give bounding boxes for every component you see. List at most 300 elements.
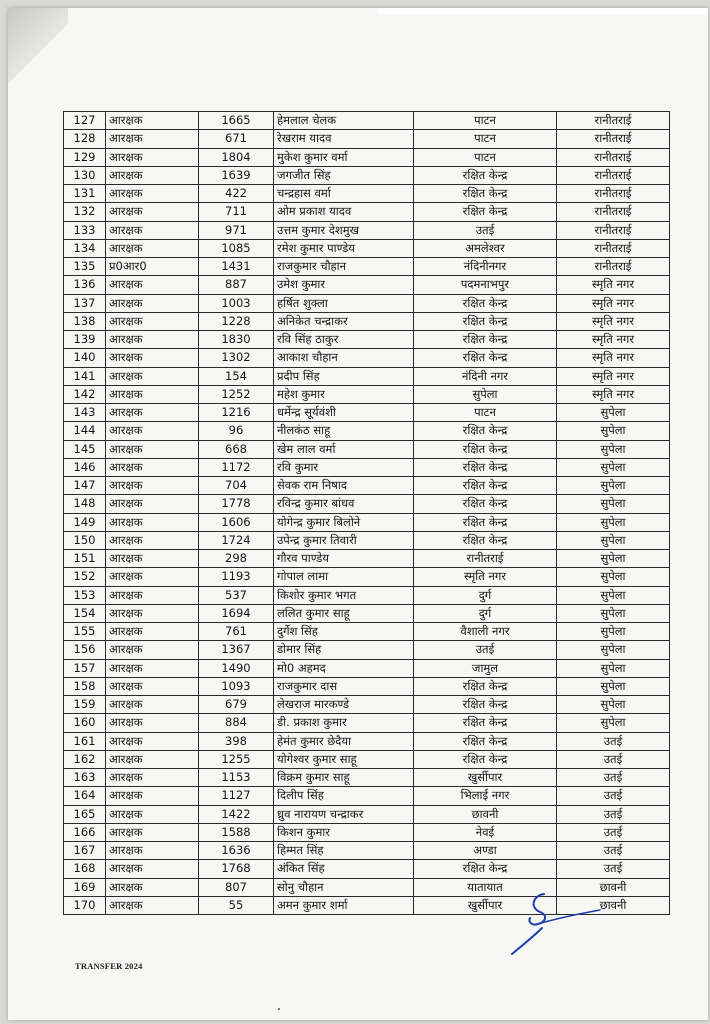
rank-cell: आरक्षक bbox=[106, 604, 199, 622]
table-row bbox=[64, 404, 670, 422]
page-fold bbox=[8, 8, 68, 98]
table-row bbox=[64, 112, 670, 130]
badge-number-cell: 1193 bbox=[199, 568, 274, 586]
serial-number-cell: 165 bbox=[64, 805, 106, 823]
to-location-cell: स्मृति नगर bbox=[557, 312, 670, 330]
employee-name-cell: योगेश्वर कुमार साहू bbox=[274, 750, 414, 768]
table-row bbox=[64, 823, 670, 841]
rank-cell: आरक्षक bbox=[106, 422, 199, 440]
to-location-cell: सुपेला bbox=[557, 404, 670, 422]
serial-number-cell: 142 bbox=[64, 385, 106, 403]
from-location-cell: खुर्सीपार bbox=[414, 896, 557, 914]
to-location-cell: स्मृति नगर bbox=[557, 367, 670, 385]
rank-cell: आरक्षक bbox=[106, 677, 199, 695]
rank-cell: आरक्षक bbox=[106, 531, 199, 549]
transfer-table-body bbox=[64, 112, 670, 915]
employee-name-cell: हर्षित शुक्ला bbox=[274, 294, 414, 312]
from-location-cell: रक्षित केन्द्र bbox=[414, 513, 557, 531]
rank-cell: आरक्षक bbox=[106, 477, 199, 495]
from-location-cell: छावनी bbox=[414, 805, 557, 823]
serial-number-cell: 147 bbox=[64, 477, 106, 495]
serial-number-cell: 141 bbox=[64, 367, 106, 385]
serial-number-cell: 145 bbox=[64, 440, 106, 458]
badge-number-cell: 711 bbox=[199, 203, 274, 221]
employee-name-cell: विक्रम कुमार साहू bbox=[274, 769, 414, 787]
serial-number-cell: 153 bbox=[64, 586, 106, 604]
employee-name-cell: आकाश चौहान bbox=[274, 349, 414, 367]
serial-number-cell: 151 bbox=[64, 550, 106, 568]
to-location-cell: उतई bbox=[557, 750, 670, 768]
from-location-cell: रक्षित केन्द्र bbox=[414, 440, 557, 458]
from-location-cell: सुपेला bbox=[414, 385, 557, 403]
to-location-cell: सुपेला bbox=[557, 659, 670, 677]
badge-number-cell: 1153 bbox=[199, 769, 274, 787]
from-location-cell: पाटन bbox=[414, 130, 557, 148]
employee-name-cell: सेवक राम निषाद bbox=[274, 477, 414, 495]
badge-number-cell: 1216 bbox=[199, 404, 274, 422]
from-location-cell: वैशाली नगर bbox=[414, 623, 557, 641]
employee-name-cell: गोपाल लामा bbox=[274, 568, 414, 586]
to-location-cell: सुपेला bbox=[557, 677, 670, 695]
employee-name-cell: राजकुमार दास bbox=[274, 677, 414, 695]
to-location-cell: रानीतराई bbox=[557, 258, 670, 276]
rank-cell: आरक्षक bbox=[106, 568, 199, 586]
employee-name-cell: रेखराम यादव bbox=[274, 130, 414, 148]
serial-number-cell: 146 bbox=[64, 458, 106, 476]
from-location-cell: रक्षित केन्द्र bbox=[414, 312, 557, 330]
from-location-cell: जामुल bbox=[414, 659, 557, 677]
rank-cell: आरक्षक bbox=[106, 166, 199, 184]
to-location-cell: उतई bbox=[557, 805, 670, 823]
rank-cell: आरक्षक bbox=[106, 787, 199, 805]
table-row bbox=[64, 367, 670, 385]
badge-number-cell: 55 bbox=[199, 896, 274, 914]
rank-cell: आरक्षक bbox=[106, 860, 199, 878]
rank-cell: आरक्षक bbox=[106, 458, 199, 476]
serial-number-cell: 128 bbox=[64, 130, 106, 148]
to-location-cell: रानीतराई bbox=[557, 148, 670, 166]
to-location-cell: सुपेला bbox=[557, 714, 670, 732]
from-location-cell: पाटन bbox=[414, 148, 557, 166]
rank-cell: आरक्षक bbox=[106, 641, 199, 659]
badge-number-cell: 1422 bbox=[199, 805, 274, 823]
table-row bbox=[64, 604, 670, 622]
rank-cell: आरक्षक bbox=[106, 696, 199, 714]
table-row bbox=[64, 769, 670, 787]
badge-number-cell: 1665 bbox=[199, 112, 274, 130]
from-location-cell: पदमनाभपुर bbox=[414, 276, 557, 294]
serial-number-cell: 162 bbox=[64, 750, 106, 768]
serial-number-cell: 161 bbox=[64, 732, 106, 750]
employee-name-cell: रविन्द्र कुमार बांधव bbox=[274, 495, 414, 513]
badge-number-cell: 1804 bbox=[199, 148, 274, 166]
page-top-strip bbox=[378, 8, 708, 14]
table-row bbox=[64, 148, 670, 166]
table-row bbox=[64, 349, 670, 367]
from-location-cell: यातायात bbox=[414, 878, 557, 896]
serial-number-cell: 154 bbox=[64, 604, 106, 622]
from-location-cell: अमलेश्वर bbox=[414, 239, 557, 257]
table-row bbox=[64, 130, 670, 148]
to-location-cell: रानीतराई bbox=[557, 239, 670, 257]
from-location-cell: रक्षित केन्द्र bbox=[414, 477, 557, 495]
to-location-cell: स्मृति नगर bbox=[557, 294, 670, 312]
serial-number-cell: 133 bbox=[64, 221, 106, 239]
to-location-cell: रानीतराई bbox=[557, 166, 670, 184]
to-location-cell: सुपेला bbox=[557, 641, 670, 659]
from-location-cell: नेवई bbox=[414, 823, 557, 841]
to-location-cell: छावनी bbox=[557, 896, 670, 914]
serial-number-cell: 139 bbox=[64, 331, 106, 349]
from-location-cell: नंदिनी नगर bbox=[414, 367, 557, 385]
to-location-cell: सुपेला bbox=[557, 440, 670, 458]
to-location-cell: स्मृति नगर bbox=[557, 385, 670, 403]
employee-name-cell: धर्मेन्द्र सूर्यवंशी bbox=[274, 404, 414, 422]
badge-number-cell: 1252 bbox=[199, 385, 274, 403]
rank-cell: आरक्षक bbox=[106, 385, 199, 403]
serial-number-cell: 167 bbox=[64, 842, 106, 860]
from-location-cell: रक्षित केन्द्र bbox=[414, 422, 557, 440]
serial-number-cell: 129 bbox=[64, 148, 106, 166]
footer-label: TRANSFER 2024 bbox=[75, 961, 143, 971]
rank-cell: आरक्षक bbox=[106, 750, 199, 768]
serial-number-cell: 156 bbox=[64, 641, 106, 659]
badge-number-cell: 1255 bbox=[199, 750, 274, 768]
to-location-cell: उतई bbox=[557, 842, 670, 860]
table-row bbox=[64, 677, 670, 695]
to-location-cell: सुपेला bbox=[557, 531, 670, 549]
serial-number-cell: 160 bbox=[64, 714, 106, 732]
badge-number-cell: 1003 bbox=[199, 294, 274, 312]
serial-number-cell: 137 bbox=[64, 294, 106, 312]
badge-number-cell: 537 bbox=[199, 586, 274, 604]
serial-number-cell: 131 bbox=[64, 185, 106, 203]
employee-name-cell: मो0 अहमद bbox=[274, 659, 414, 677]
to-location-cell: सुपेला bbox=[557, 586, 670, 604]
badge-number-cell: 1639 bbox=[199, 166, 274, 184]
employee-name-cell: सोनु चौहान bbox=[274, 878, 414, 896]
badge-number-cell: 761 bbox=[199, 623, 274, 641]
serial-number-cell: 166 bbox=[64, 823, 106, 841]
table-row bbox=[64, 513, 670, 531]
serial-number-cell: 132 bbox=[64, 203, 106, 221]
from-location-cell: रक्षित केन्द्र bbox=[414, 531, 557, 549]
from-location-cell: रक्षित केन्द्र bbox=[414, 732, 557, 750]
badge-number-cell: 679 bbox=[199, 696, 274, 714]
badge-number-cell: 1768 bbox=[199, 860, 274, 878]
rank-cell: आरक्षक bbox=[106, 148, 199, 166]
from-location-cell: दुर्ग bbox=[414, 586, 557, 604]
rank-cell: आरक्षक bbox=[106, 294, 199, 312]
table-row bbox=[64, 842, 670, 860]
rank-cell: आरक्षक bbox=[106, 586, 199, 604]
from-location-cell: रक्षित केन्द्र bbox=[414, 495, 557, 513]
serial-number-cell: 138 bbox=[64, 312, 106, 330]
badge-number-cell: 422 bbox=[199, 185, 274, 203]
to-location-cell: छावनी bbox=[557, 878, 670, 896]
badge-number-cell: 1172 bbox=[199, 458, 274, 476]
from-location-cell: रक्षित केन्द्र bbox=[414, 166, 557, 184]
to-location-cell: स्मृति नगर bbox=[557, 349, 670, 367]
employee-name-cell: जगजीत सिंह bbox=[274, 166, 414, 184]
table-row bbox=[64, 422, 670, 440]
employee-name-cell: रमेश कुमार पाण्डेय bbox=[274, 239, 414, 257]
from-location-cell: उतई bbox=[414, 641, 557, 659]
from-location-cell: स्मृति नगर bbox=[414, 568, 557, 586]
from-location-cell: रानीतराई bbox=[414, 550, 557, 568]
employee-name-cell: महेश कुमार bbox=[274, 385, 414, 403]
rank-cell: प्र0आर0 bbox=[106, 258, 199, 276]
serial-number-cell: 152 bbox=[64, 568, 106, 586]
table-row bbox=[64, 568, 670, 586]
table-row bbox=[64, 239, 670, 257]
employee-name-cell: किशन कुमार bbox=[274, 823, 414, 841]
employee-name-cell: डोमार सिंह bbox=[274, 641, 414, 659]
employee-name-cell: लेखराज मारकण्डे bbox=[274, 696, 414, 714]
rank-cell: आरक्षक bbox=[106, 550, 199, 568]
table-row bbox=[64, 787, 670, 805]
rank-cell: आरक्षक bbox=[106, 623, 199, 641]
to-location-cell: रानीतराई bbox=[557, 221, 670, 239]
badge-number-cell: 1085 bbox=[199, 239, 274, 257]
badge-number-cell: 1127 bbox=[199, 787, 274, 805]
serial-number-cell: 155 bbox=[64, 623, 106, 641]
rank-cell: आरक्षक bbox=[106, 239, 199, 257]
employee-name-cell: हिम्मत सिंह bbox=[274, 842, 414, 860]
employee-name-cell: ध्रुव नारायण चन्द्राकर bbox=[274, 805, 414, 823]
from-location-cell: रक्षित केन्द्र bbox=[414, 714, 557, 732]
from-location-cell: रक्षित केन्द्र bbox=[414, 696, 557, 714]
employee-name-cell: हेमलाल चेलक bbox=[274, 112, 414, 130]
from-location-cell: उतई bbox=[414, 221, 557, 239]
badge-number-cell: 887 bbox=[199, 276, 274, 294]
badge-number-cell: 1830 bbox=[199, 331, 274, 349]
employee-name-cell: अमन कुमार शर्मा bbox=[274, 896, 414, 914]
serial-number-cell: 168 bbox=[64, 860, 106, 878]
rank-cell: आरक्षक bbox=[106, 331, 199, 349]
from-location-cell: भिलाई नगर bbox=[414, 787, 557, 805]
table-row bbox=[64, 641, 670, 659]
rank-cell: आरक्षक bbox=[106, 896, 199, 914]
employee-name-cell: प्रदीप सिंह bbox=[274, 367, 414, 385]
from-location-cell: पाटन bbox=[414, 404, 557, 422]
to-location-cell: सुपेला bbox=[557, 477, 670, 495]
to-location-cell: सुपेला bbox=[557, 550, 670, 568]
table-row bbox=[64, 385, 670, 403]
badge-number-cell: 1606 bbox=[199, 513, 274, 531]
badge-number-cell: 1302 bbox=[199, 349, 274, 367]
to-location-cell: सुपेला bbox=[557, 696, 670, 714]
badge-number-cell: 704 bbox=[199, 477, 274, 495]
table-row bbox=[64, 221, 670, 239]
rank-cell: आरक्षक bbox=[106, 312, 199, 330]
to-location-cell: सुपेला bbox=[557, 495, 670, 513]
from-location-cell: रक्षित केन्द्र bbox=[414, 331, 557, 349]
badge-number-cell: 671 bbox=[199, 130, 274, 148]
from-location-cell: रक्षित केन्द्र bbox=[414, 860, 557, 878]
rank-cell: आरक्षक bbox=[106, 112, 199, 130]
serial-number-cell: 157 bbox=[64, 659, 106, 677]
employee-name-cell: किशोर कुमार भगत bbox=[274, 586, 414, 604]
employee-name-cell: डी. प्रकाश कुमार bbox=[274, 714, 414, 732]
serial-number-cell: 163 bbox=[64, 769, 106, 787]
employee-name-cell: अनिकेत चन्द्राकर bbox=[274, 312, 414, 330]
badge-number-cell: 1778 bbox=[199, 495, 274, 513]
rank-cell: आरक्षक bbox=[106, 659, 199, 677]
to-location-cell: सुपेला bbox=[557, 568, 670, 586]
employee-name-cell: दिलीप सिंह bbox=[274, 787, 414, 805]
rank-cell: आरक्षक bbox=[106, 276, 199, 294]
rank-cell: आरक्षक bbox=[106, 805, 199, 823]
badge-number-cell: 1431 bbox=[199, 258, 274, 276]
badge-number-cell: 1588 bbox=[199, 823, 274, 841]
table-row bbox=[64, 659, 670, 677]
to-location-cell: उतई bbox=[557, 860, 670, 878]
table-row bbox=[64, 732, 670, 750]
serial-number-cell: 140 bbox=[64, 349, 106, 367]
table-row bbox=[64, 258, 670, 276]
to-location-cell: उतई bbox=[557, 732, 670, 750]
employee-name-cell: उमेश कुमार bbox=[274, 276, 414, 294]
table-row bbox=[64, 495, 670, 513]
table-row bbox=[64, 750, 670, 768]
serial-number-cell: 159 bbox=[64, 696, 106, 714]
employee-name-cell: खेम लाल वर्मा bbox=[274, 440, 414, 458]
rank-cell: आरक्षक bbox=[106, 823, 199, 841]
badge-number-cell: 298 bbox=[199, 550, 274, 568]
from-location-cell: रक्षित केन्द्र bbox=[414, 294, 557, 312]
employee-name-cell: ललित कुमार साहू bbox=[274, 604, 414, 622]
serial-number-cell: 136 bbox=[64, 276, 106, 294]
table-row bbox=[64, 531, 670, 549]
serial-number-cell: 143 bbox=[64, 404, 106, 422]
to-location-cell: सुपेला bbox=[557, 623, 670, 641]
rank-cell: आरक्षक bbox=[106, 878, 199, 896]
serial-number-cell: 144 bbox=[64, 422, 106, 440]
speck bbox=[278, 1008, 280, 1010]
serial-number-cell: 127 bbox=[64, 112, 106, 130]
to-location-cell: सुपेला bbox=[557, 458, 670, 476]
table-row bbox=[64, 586, 670, 604]
from-location-cell: रक्षित केन्द्र bbox=[414, 185, 557, 203]
employee-name-cell: हेमंत कुमार छेदैया bbox=[274, 732, 414, 750]
badge-number-cell: 96 bbox=[199, 422, 274, 440]
from-location-cell: रक्षित केन्द्र bbox=[414, 203, 557, 221]
serial-number-cell: 149 bbox=[64, 513, 106, 531]
rank-cell: आरक्षक bbox=[106, 495, 199, 513]
badge-number-cell: 1228 bbox=[199, 312, 274, 330]
from-location-cell: अण्डा bbox=[414, 842, 557, 860]
rank-cell: आरक्षक bbox=[106, 367, 199, 385]
badge-number-cell: 154 bbox=[199, 367, 274, 385]
badge-number-cell: 884 bbox=[199, 714, 274, 732]
employee-name-cell: रवि कुमार bbox=[274, 458, 414, 476]
badge-number-cell: 1724 bbox=[199, 531, 274, 549]
employee-name-cell: राजकुमार चौहान bbox=[274, 258, 414, 276]
serial-number-cell: 164 bbox=[64, 787, 106, 805]
from-location-cell: रक्षित केन्द्र bbox=[414, 750, 557, 768]
table-row bbox=[64, 185, 670, 203]
to-location-cell: रानीतराई bbox=[557, 203, 670, 221]
badge-number-cell: 807 bbox=[199, 878, 274, 896]
rank-cell: आरक्षक bbox=[106, 185, 199, 203]
to-location-cell: उतई bbox=[557, 787, 670, 805]
badge-number-cell: 398 bbox=[199, 732, 274, 750]
to-location-cell: उतई bbox=[557, 769, 670, 787]
from-location-cell: रक्षित केन्द्र bbox=[414, 458, 557, 476]
rank-cell: आरक्षक bbox=[106, 714, 199, 732]
employee-name-cell: चन्द्रहास वर्मा bbox=[274, 185, 414, 203]
serial-number-cell: 150 bbox=[64, 531, 106, 549]
table-row bbox=[64, 477, 670, 495]
serial-number-cell: 158 bbox=[64, 677, 106, 695]
table-row bbox=[64, 331, 670, 349]
badge-number-cell: 668 bbox=[199, 440, 274, 458]
badge-number-cell: 1636 bbox=[199, 842, 274, 860]
rank-cell: आरक्षक bbox=[106, 769, 199, 787]
serial-number-cell: 170 bbox=[64, 896, 106, 914]
employee-name-cell: उत्तम कुमार देशमुख bbox=[274, 221, 414, 239]
table-row bbox=[64, 276, 670, 294]
to-location-cell: सुपेला bbox=[557, 604, 670, 622]
table-row bbox=[64, 294, 670, 312]
transfer-table bbox=[63, 111, 670, 915]
to-location-cell: स्मृति नगर bbox=[557, 331, 670, 349]
rank-cell: आरक्षक bbox=[106, 203, 199, 221]
table-row bbox=[64, 458, 670, 476]
from-location-cell: नंदिनीनगर bbox=[414, 258, 557, 276]
employee-name-cell: अंकित सिंह bbox=[274, 860, 414, 878]
rank-cell: आरक्षक bbox=[106, 404, 199, 422]
to-location-cell: रानीतराई bbox=[557, 185, 670, 203]
to-location-cell: रानीतराई bbox=[557, 130, 670, 148]
badge-number-cell: 1093 bbox=[199, 677, 274, 695]
from-location-cell: खुर्सीपार bbox=[414, 769, 557, 787]
rank-cell: आरक्षक bbox=[106, 130, 199, 148]
table-row bbox=[64, 623, 670, 641]
table-row bbox=[64, 312, 670, 330]
table-row bbox=[64, 860, 670, 878]
serial-number-cell: 148 bbox=[64, 495, 106, 513]
serial-number-cell: 169 bbox=[64, 878, 106, 896]
rank-cell: आरक्षक bbox=[106, 349, 199, 367]
employee-name-cell: गौरव पाण्डेय bbox=[274, 550, 414, 568]
to-location-cell: रानीतराई bbox=[557, 112, 670, 130]
document-page bbox=[8, 8, 708, 1020]
to-location-cell: सुपेला bbox=[557, 513, 670, 531]
rank-cell: आरक्षक bbox=[106, 440, 199, 458]
employee-name-cell: दुर्गेश सिंह bbox=[274, 623, 414, 641]
rank-cell: आरक्षक bbox=[106, 221, 199, 239]
badge-number-cell: 1367 bbox=[199, 641, 274, 659]
signature-icon bbox=[508, 888, 608, 958]
rank-cell: आरक्षक bbox=[106, 732, 199, 750]
from-location-cell: रक्षित केन्द्र bbox=[414, 677, 557, 695]
rank-cell: आरक्षक bbox=[106, 842, 199, 860]
employee-name-cell: नीलकंठ साहू bbox=[274, 422, 414, 440]
employee-name-cell: रवि सिंह ठाकुर bbox=[274, 331, 414, 349]
table-row bbox=[64, 550, 670, 568]
table-row bbox=[64, 203, 670, 221]
table-row bbox=[64, 696, 670, 714]
to-location-cell: उतई bbox=[557, 823, 670, 841]
employee-name-cell: उपेन्द्र कुमार तिवारी bbox=[274, 531, 414, 549]
rank-cell: आरक्षक bbox=[106, 513, 199, 531]
table-row bbox=[64, 805, 670, 823]
serial-number-cell: 135 bbox=[64, 258, 106, 276]
employee-name-cell: मुकेश कुमार वर्मा bbox=[274, 148, 414, 166]
serial-number-cell: 134 bbox=[64, 239, 106, 257]
